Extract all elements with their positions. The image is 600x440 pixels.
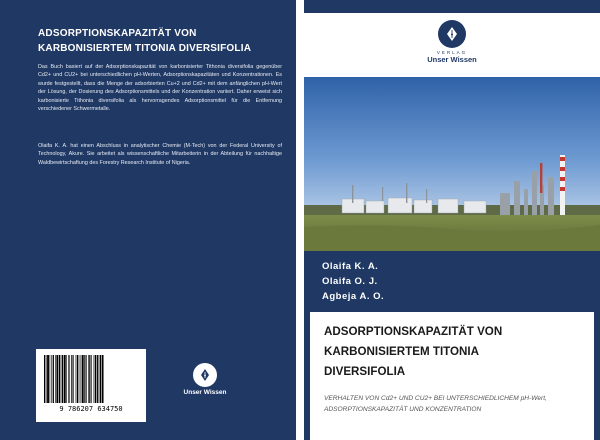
author-name: Olaifa O. J. — [322, 276, 378, 287]
barcode-bar — [50, 355, 51, 403]
barcode-bar — [71, 355, 72, 403]
back-title-line1: ADSORPTIONSKAPAZITÄT VON — [38, 28, 197, 39]
barcode-bar — [102, 355, 104, 403]
barcode-bar — [91, 355, 92, 403]
barcode-bar — [61, 355, 62, 403]
barcode-bar — [86, 355, 87, 403]
back-cover — [0, 0, 296, 440]
front-title-line1: ADSORPTIONSKAPAZITÄT VON — [324, 325, 503, 338]
back-title — [38, 26, 278, 56]
barcode-bar — [95, 355, 96, 403]
front-title — [324, 322, 584, 382]
back-description: Das Buch basiert auf der Adsorptionskapazität von karbonisierter Tithonia diversifolia gegenüber Cd2+ und CU2+ bei unterschiedlichen pH-Werten, Adsorptionskapazitäten und Konzentrationen. Es wurde festgestellt, dass die Menge der adsorbierten Cu+2 und Cd2+ mit dem anfänglichen pH-Wert der Lösung, der Dosierung des Adsorptionsmittels und der Konzentration variiert. Daher erweist sich karbonisierte Tithonia diversifolia als hervorragendes Adsorptionsmittel für die Entfernung verschiedener Schwermetalle. — [38, 64, 282, 113]
pen-nib-icon — [193, 363, 217, 387]
barcode-bar — [51, 355, 52, 403]
pen-nib-icon — [438, 20, 466, 48]
author-bio: Olaifa K. A. hat einen Abschluss in analytischer Chemie (M-Tech) von der Federal University of Technology, Akure. Sie arbeitet als wissenschaftliche Mitarbeiterin in der Abteilung für nachhaltige Waldbewirtschaftung des Forestry Research Institute of Nigeria. — [38, 143, 282, 166]
isbn-barcode — [36, 349, 146, 422]
barcode-bar — [82, 355, 84, 403]
barcode-bar — [84, 355, 85, 403]
barcode-bar — [97, 355, 98, 403]
front-subtitle: VERHALTEN VON Cd2+ UND CU2+ BEI UNTERSCHIEDLICHEM pH-Wert, ADSORPTIONSKAPAZITÄT UND KONZENTRATION — [324, 395, 547, 413]
barcode-bar — [59, 355, 60, 403]
barcode-bar — [89, 355, 90, 403]
barcode-bar — [55, 355, 56, 403]
front-title-box — [310, 312, 594, 440]
spine — [296, 0, 304, 440]
barcode-bar — [64, 355, 66, 403]
barcode-bar — [53, 355, 54, 403]
front-top-band — [304, 0, 600, 13]
barcode-bar — [47, 355, 49, 403]
barcode-bar — [99, 355, 100, 403]
front-cover — [304, 0, 600, 440]
front-title-line3: DIVERSIFOLIA — [324, 365, 406, 378]
barcode-bar — [68, 355, 69, 403]
barcode-bar — [56, 355, 58, 403]
back-publisher-logo — [170, 363, 240, 396]
barcode-bar — [44, 355, 45, 403]
author-name: Olaifa K. A. — [322, 261, 379, 272]
barcode-bar — [73, 355, 74, 403]
barcode-bar — [76, 355, 77, 403]
barcode-bar — [66, 355, 67, 403]
author-list — [322, 259, 384, 304]
isbn-digits: 9 786207 634750 — [59, 405, 123, 413]
refinery-photo — [304, 77, 600, 251]
front-logo-verlag: VERLAG — [436, 50, 468, 55]
barcode-graphic — [42, 353, 140, 413]
barcode-bar — [79, 355, 80, 403]
barcode-bar — [62, 355, 63, 403]
front-title-line2: KARBONISIERTEM TITONIA — [324, 345, 480, 358]
barcode-bar — [100, 355, 101, 403]
front-publisher-logo — [416, 20, 488, 64]
author-name: Agbeja A. O. — [322, 291, 385, 302]
back-logo-brand: Unser Wissen — [183, 389, 227, 396]
barcode-bar — [94, 355, 95, 403]
back-title-line2: KARBONISIERTEM TITONIA DIVERSIFOLIA — [38, 43, 252, 54]
barcode-bar — [46, 355, 47, 403]
front-logo-brand: Unser Wissen — [427, 55, 477, 64]
barcode-bar — [69, 355, 70, 403]
barcode-bar — [88, 355, 89, 403]
barcode-bar — [77, 355, 78, 403]
barcode-bar — [81, 355, 82, 403]
